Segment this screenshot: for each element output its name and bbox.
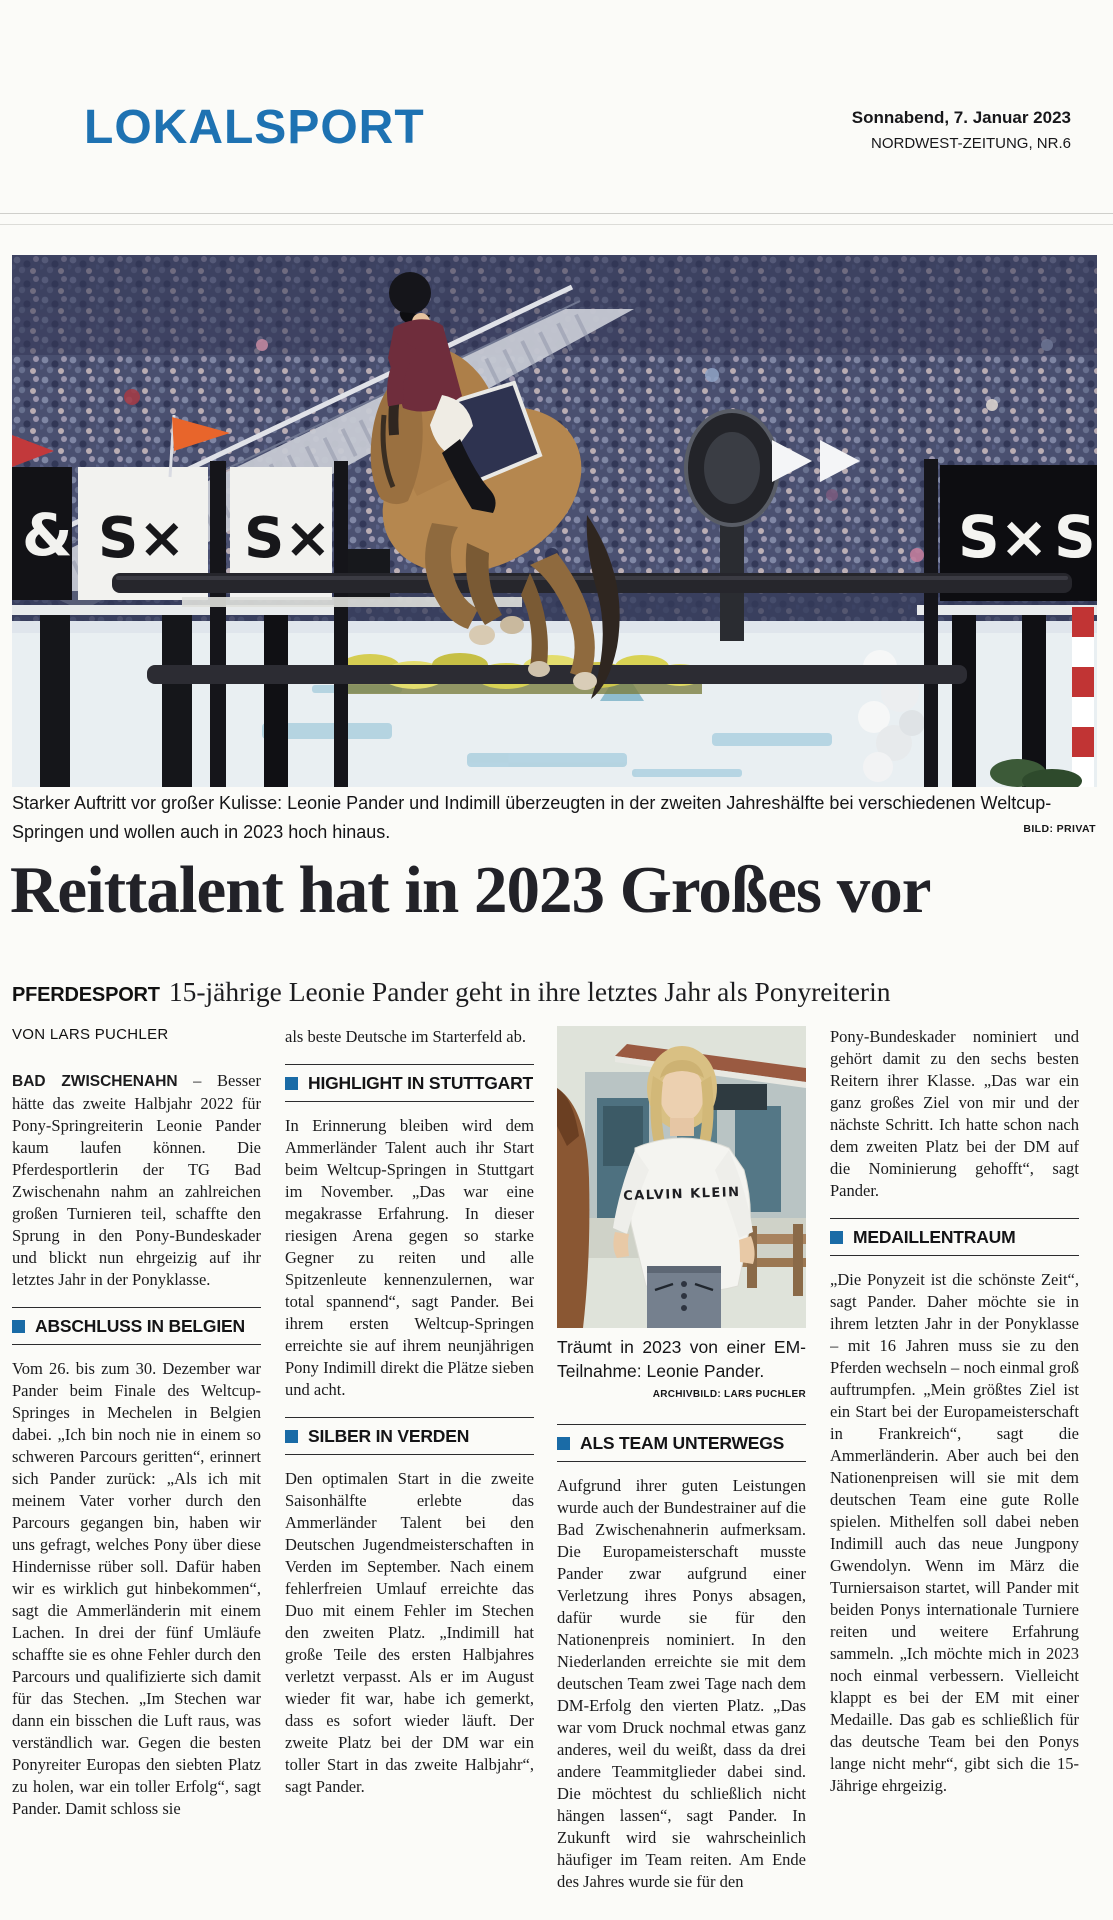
article-deck-row (12, 976, 1102, 1008)
section-header-medaillentraum (830, 1218, 1079, 1256)
hero-caption (12, 789, 1098, 847)
article-column-3 (557, 1026, 806, 1920)
section-header-label: MEDAILLENTRAUM (853, 1227, 1016, 1247)
article-deck: 15-jährige Leonie Pander geht in ihre letztes Jahr als Ponyreiterin (168, 976, 891, 1007)
dateline-lead: BAD ZWISCHENAHN (12, 1073, 178, 1090)
paragraph: Pony-Bundeskader nominiert und gehört damit zu den sechs besten Reitern ihrer Klasse. „Das war ein ganz großes Ziel von mir und der nächste Schritt. Ich hatte schon nach dem zweiten Platz bei der DM auf die Nominierung gehofft“, sagt Pander. (830, 1027, 1079, 1200)
striped-pole (1072, 607, 1094, 787)
wing-logo-left-edge: & (22, 501, 73, 569)
paragraph-text: – Besser hätte das zweite Halbjahr 2022 für Pony-Springreiterin Leonie Pander kaum laufen können. Die Pferdesportlerin der TG Bad Zwischenahn nahm an zahlreichen großen Turnieren teil, schaffte den Sprung in den Pony-Bundeskader und blickt nun ehrgeizig auf ihr letztes Jahr in der Ponyklasse. (12, 1071, 261, 1289)
section-masthead: LOKALSPORT (84, 101, 425, 154)
section-header-belgien (12, 1307, 261, 1345)
section-marker-square-icon (285, 1077, 298, 1090)
section-header-label: ALS TEAM UNTERWEGS (580, 1433, 785, 1453)
section-header-label: SILBER IN VERDEN (308, 1426, 470, 1446)
paragraph: Aufgrund ihrer guten Leistungen wurde auch der Bundestrainer auf die Bad Zwischenahnerin aufmerksam. Die Europameisterschaft musste Pander zwar aufgrund einer Verletzung ihres Ponys absagen, dafür wurde sie für den Nationenpreis nominiert. In den Niederlanden erreichte sie mit dem deutschen Team zwei Tage nach dem DM-Erfolg den vierten Platz. „Das war vom Druck nochmal etwas ganz anderes, weil du weißt, dass da drei andere Teammitglieder dabei sind. Die möchtest du schließlich nicht hängen lassen“, sagt Pander. In Zukunft wird sie wahrscheinlich häufiger im Team reiten. Am Ende des Jahres wurde sie für den (557, 1476, 806, 1891)
wing-logo-right-edge: S (1054, 503, 1096, 571)
paragraph: In Erinnerung bleiben wird dem Ammerländer Talent auch ihr Start beim Weltcup-Springen in Stuttgart im November. „Das war eine megakrasse Erfahrung. In dieser riesigen Arena gegen so starke Gegner zu reiten und alle Spitzenleute kennenzulernen, war total spannend“, sagt Pander. Bei ihrem ersten Weltcup-Springen erreichte sie auf ihrem neunjährigen Pony Indimill direkt die Plätze sieben und acht. (285, 1116, 534, 1399)
masthead-rule (0, 213, 1113, 214)
portrait-photo-credit: ARCHIVBILD: LARS PUCHLER (652, 1388, 806, 1400)
paragraph: Vom 26. bis zum 30. Dezember war Pander beim Finale des Weltcup-Springes in Mechelen in Belgien dabei. „Ich bin noch nie in einem so schweren Parcours geritten“, erinnert sich Pander zurück: „Als ich mit meinem Vater vorher durch den Parcours gegangen bin, haben wir uns gefragt, welches Pony über diese Hindernisse rüber soll. Dafür haben wir es wirklich gut hinbekommen“, sagt die Ammerländerin mit einem Lachen. In drei der fünf Umläufe schaffte sie es ohne Fehler durch den Parcours und qualifizierte sich damit für das Stechen. „Im Stechen war dann ein bisschen die Luft raus, was verständlich war. Gegen die besten Ponyreiter Europas den siebten Platz zu holen, war ein toller Erfolg“, sagt Pander. Damit schloss sie (12, 1359, 261, 1818)
section-header-label: HIGHLIGHT IN STUTTGART (308, 1073, 534, 1093)
portrait-illustration (557, 1026, 806, 1328)
article-column-4 (830, 1026, 1079, 1920)
portrait-photo (557, 1026, 806, 1328)
article-kicker: PFERDESPORT (12, 984, 160, 1006)
section-marker-square-icon (12, 1320, 25, 1333)
paragraph: als beste Deutsche im Starterfeld ab. (285, 1027, 526, 1046)
article-column-2 (285, 1026, 534, 1920)
masthead-rule-2 (0, 224, 1113, 225)
portrait-caption (557, 1336, 806, 1408)
section-header-stuttgart (285, 1064, 534, 1102)
paragraph: Den optimalen Start in die zweite Saisonhälfte erlebte das Ammerländer Talent bei den Deutschen Jugendmeisterschaften in Verden im September. Nach einem fehlerfreien Umlauf erreichte das Duo mit einem Fehler im Stechen den zweiten Platz. „Indimill hat große Teile des ersten Halbjahres verletzt verpasst. Als er im August wieder fit war, habe ich gemerkt, dass es sofort wieder läuft. Der zweite Platz bei der DM war ein toller Start in das zweite Halbjahr“, sagt Pander. (285, 1469, 534, 1796)
wing-logo-left-a: S× (98, 506, 186, 571)
article-headline: Reittalent hat in 2023 Großes vor (10, 853, 931, 927)
shirt-logo-text: CALVIN KLEIN (622, 1184, 741, 1205)
byline: VON LARS PUCHLER (12, 1026, 169, 1043)
portrait-caption-text: Träumt in 2023 von einer EM-Teilnahme: Leonie Pander. (557, 1337, 806, 1381)
section-header-label: ABSCHLUSS IN BELGIEN (35, 1316, 245, 1336)
article-column-1 (12, 1026, 261, 1920)
wing-logo-left-b: S× (244, 506, 332, 571)
hero-caption-text: Starker Auftritt vor großer Kulisse: Leonie Pander und Indimill überzeugten in der zweiten Jahreshälfte bei verschiedenen Weltcup-Springen und wollen auch in 2023 hoch hinaus. (12, 793, 1052, 842)
hero-photo-illustration (12, 255, 1097, 787)
hero-photo (12, 255, 1097, 787)
masthead-dateline (852, 108, 1071, 152)
hero-photo-credit: BILD: PRIVAT (1023, 823, 1096, 835)
section-marker-square-icon (830, 1231, 843, 1244)
issue-line: NORDWEST-ZEITUNG, NR.6 (870, 135, 1071, 152)
section-header-team (557, 1424, 806, 1462)
paragraph: „Die Ponyzeit ist die schönste Zeit“, sagt Pander. Daher möchte sie in ihrem letzten Jahr in der Ponyklasse – mit 16 Jahren muss sie zu den Pferden wechseln – noch einmal groß auftrumpfen. „Mein größtes Ziel ist ein Start bei der Europameisterschaft in Frankreich“, sagt die Ammerländerin. Aber auch bei den Nationenpreisen will sie mit dem deutschen Team eine gute Rolle spielen. Mithelfen soll dabei neben Indimill auch das neue Jungpony Gwendolyn. Wenn im März die Turniersaison startet, will Pander mit beiden Ponys internationale Turniere reiten und weitere Erfahrung sammeln. „Ich möchte mich in 2023 noch einmal verbessern. Vielleicht klappt es bei der EM mit einer Medaille. Das gab es schließlich für das deutsche Team bei den Ponys lange nicht mehr“, gibt sich die 15-Jährige ehrgeizig. (830, 1270, 1079, 1795)
wing-logo-right-a: S× (958, 503, 1049, 571)
paragraph (12, 1070, 261, 1291)
section-header-verden (285, 1417, 534, 1455)
section-marker-square-icon (557, 1437, 570, 1450)
date-line: Sonnabend, 7. Januar 2023 (851, 108, 1071, 127)
section-marker-square-icon (285, 1430, 298, 1443)
